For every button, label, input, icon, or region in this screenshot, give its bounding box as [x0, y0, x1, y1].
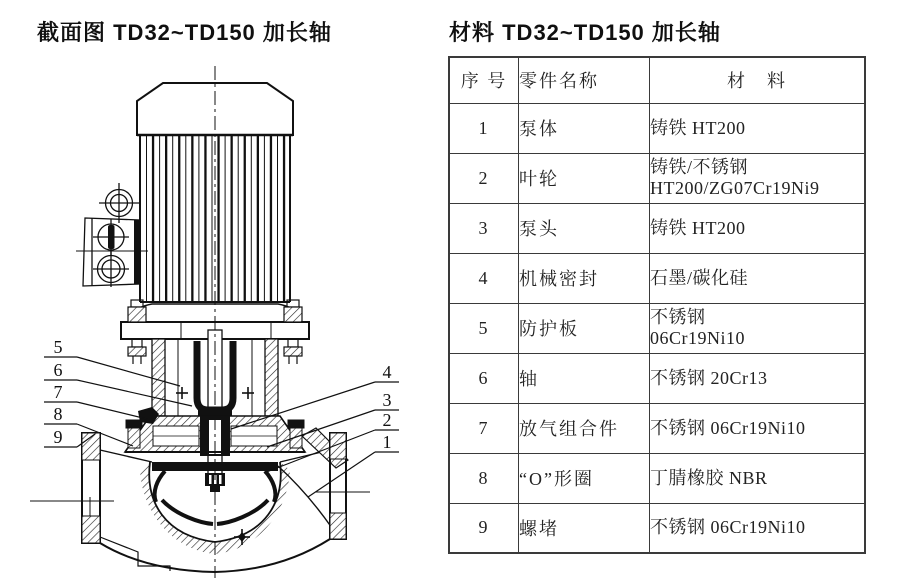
cell-material: [650, 103, 866, 153]
suction-flange: [30, 433, 114, 543]
table-header-row: [449, 57, 865, 103]
material-line: 石墨/碳化硅: [650, 267, 749, 288]
header-seq-no: 序 号: [449, 57, 519, 103]
cell-part-name: “O”形圈: [519, 453, 650, 503]
material-line: HT200/ZG07Cr19Ni9: [650, 178, 820, 198]
cell-seq-no: 3: [449, 203, 519, 253]
material-line: 铸铁 HT200: [650, 217, 746, 238]
material-line: 铸铁/不锈钢: [650, 157, 749, 177]
protective-plate-right: [265, 339, 278, 416]
material-line: 铸铁 HT200: [650, 117, 746, 138]
material-line: 06Cr19Ni10: [650, 328, 745, 348]
cell-seq-no: 5: [449, 303, 519, 353]
material-line: 不锈钢 06Cr19Ni10: [650, 517, 806, 538]
pump-head-stud-right: [288, 420, 304, 448]
cell-part-name: 防护板: [519, 303, 650, 353]
materials-table: [448, 56, 866, 554]
material-line: 不锈钢: [650, 307, 706, 327]
materials-title: 材料 TD32~TD150 加长轴: [449, 20, 721, 45]
cell-part-name: 泵头: [519, 203, 650, 253]
section-view-title: 截面图 TD32~TD150 加长轴: [37, 20, 332, 45]
cell-material: [650, 253, 866, 303]
cell-seq-no: 9: [449, 503, 519, 553]
svg-text:4: 4: [382, 362, 392, 382]
table-row: [449, 453, 865, 503]
table-row: [449, 303, 865, 353]
table-row: [449, 503, 865, 553]
junction-box: [76, 183, 148, 287]
table-row: [449, 203, 865, 253]
material-line: 丁腈橡胶 NBR: [650, 467, 768, 488]
cell-material: [650, 303, 866, 353]
svg-text:1: 1: [382, 432, 392, 452]
cell-material: [650, 203, 866, 253]
cell-material: [650, 403, 866, 453]
cell-part-name: 机械密封: [519, 253, 650, 303]
table-row: [449, 253, 865, 303]
material-line: 不锈钢 06Cr19Ni10: [650, 417, 806, 438]
flange-bolt-left: [128, 300, 146, 364]
table-row: [449, 153, 865, 203]
svg-text:7: 7: [53, 382, 63, 402]
cell-material: [650, 453, 866, 503]
cell-part-name: 螺堵: [519, 503, 650, 553]
header-material: 材 料: [650, 57, 866, 103]
svg-text:2: 2: [382, 410, 392, 430]
cell-part-name: 叶轮: [519, 153, 650, 203]
protective-plate-left: [152, 339, 165, 416]
cell-material: [650, 353, 866, 403]
cell-seq-no: 4: [449, 253, 519, 303]
cell-material: [650, 503, 866, 553]
svg-text:8: 8: [53, 404, 63, 424]
cell-part-name: 放气组合件: [519, 403, 650, 453]
flange-bolt-right: [284, 300, 302, 364]
svg-text:3: 3: [382, 390, 392, 410]
material-line: 不锈钢 20Cr13: [650, 367, 768, 388]
header-part-name: 零件名称: [519, 57, 650, 103]
cell-part-name: 轴: [519, 353, 650, 403]
svg-text:5: 5: [53, 337, 63, 357]
table-row: [449, 103, 865, 153]
cell-seq-no: 1: [449, 103, 519, 153]
table-row: [449, 353, 865, 403]
cell-seq-no: 7: [449, 403, 519, 453]
table-row: [449, 403, 865, 453]
pump-drawing: [30, 66, 370, 578]
svg-text:9: 9: [53, 427, 63, 447]
cell-part-name: 泵体: [519, 103, 650, 153]
cell-material: [650, 153, 866, 203]
cell-seq-no: 8: [449, 453, 519, 503]
cell-seq-no: 2: [449, 153, 519, 203]
cell-seq-no: 6: [449, 353, 519, 403]
svg-text:6: 6: [53, 360, 63, 380]
